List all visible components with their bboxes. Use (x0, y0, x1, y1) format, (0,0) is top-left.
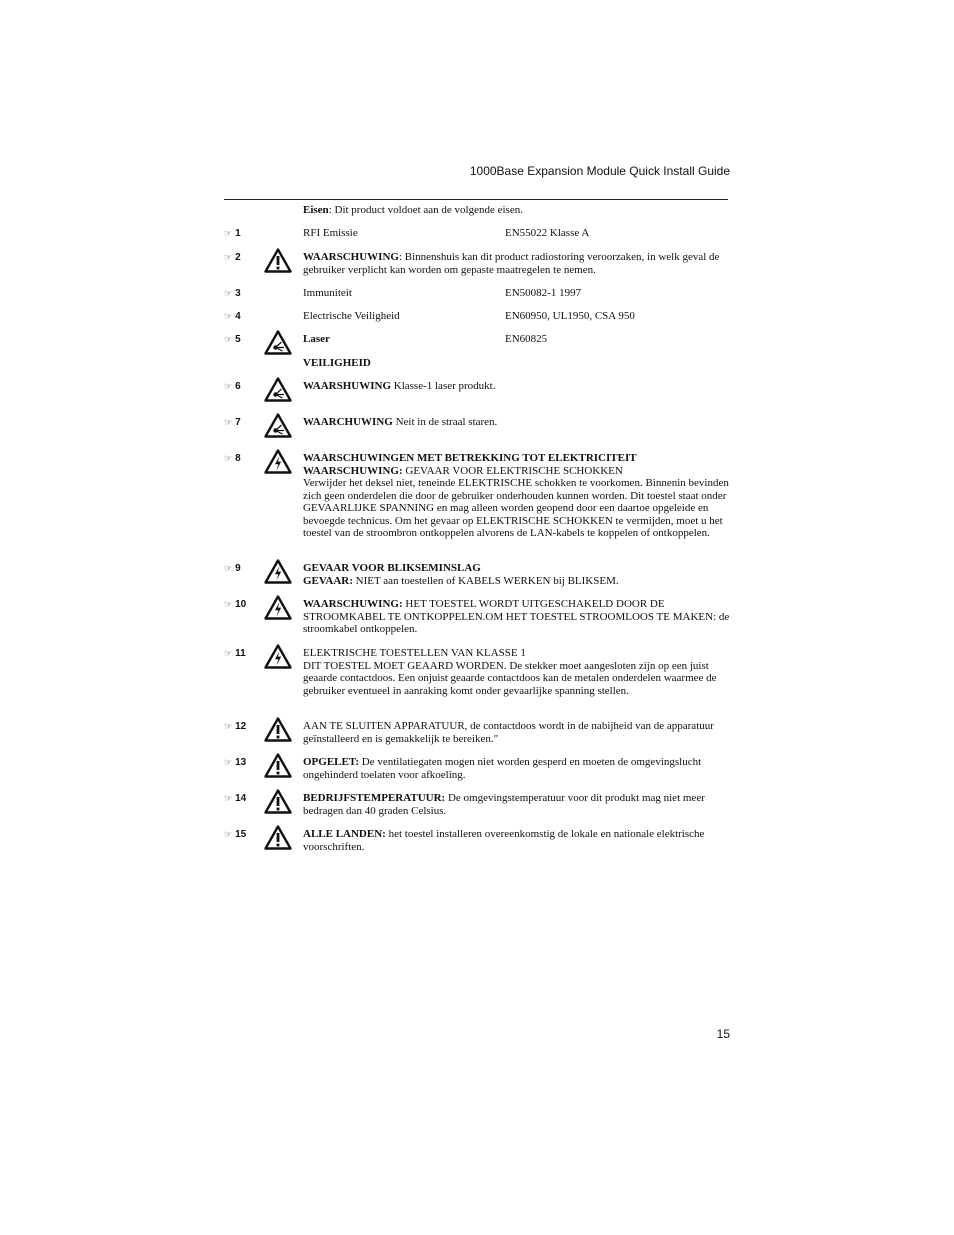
item-text (303, 720, 730, 745)
item-number-text: 6 (235, 381, 241, 392)
item-number (224, 252, 241, 263)
item-standard: EN60950, UL1950, CSA 950 (505, 310, 635, 322)
item-number-text: 7 (235, 417, 241, 428)
pointing-hand-icon: ☞ (224, 417, 233, 427)
item-bold-label: OPGELET: (303, 756, 360, 768)
pointing-hand-icon: ☞ (224, 757, 233, 767)
item-text-line (303, 477, 730, 540)
item-number (224, 829, 246, 840)
item-bold-label: GEVAAR VOOR BLIKSEMINSLAG (303, 562, 481, 574)
item-text-line (303, 828, 730, 853)
item-number (224, 721, 246, 732)
item-body-text: : Binnenshuis kan dit product radiostoring veroorzaken, in welk geval de gebruiker verplicht kan worden om gepaste maatregelen te nemen. (303, 251, 720, 276)
item-bold-label: WAARSCHUWING: (303, 464, 403, 477)
item-number (224, 563, 241, 574)
item-number-text: 11 (235, 648, 246, 659)
warning-icon (264, 717, 292, 742)
item-text (303, 416, 730, 429)
item-number-text: 1 (235, 228, 241, 239)
laser-warning-icon (264, 413, 292, 438)
item-number-text: 2 (235, 252, 241, 263)
item-number-text: 4 (235, 311, 241, 322)
item-bold-label: WAARSCHUWINGEN MET BETREKKING TOT ELEKTRICITEIT (303, 452, 637, 464)
item-text-line (303, 465, 730, 478)
laser-warning-icon (264, 377, 292, 402)
item-body-text: Neit in de straal staren. (392, 416, 498, 428)
header-rule (224, 199, 728, 200)
item-text (303, 380, 730, 393)
item-text (303, 598, 730, 636)
intro-label: Eisen (303, 204, 329, 216)
item-bold-label: WAARSHUWING (303, 380, 392, 392)
pointing-hand-icon: ☞ (224, 563, 233, 573)
item-body-text: DIT TOESTEL MOET GEAARD WORDEN. De stekker moet aangesloten zijn op een juist geaarde contactdoos. Een onjuist geaarde contactdoos kan de metalen onderdelen waarmee de gebruiker eventueel in aanraking komt onder gevaarlijke spanning stellen. (303, 659, 717, 697)
electric-hazard-icon (264, 559, 292, 584)
item-body-text: het toestel installeren overeenkomstig de lokale en nationale elektrische voorschriften. (303, 828, 705, 853)
item-bold-label: VEILIGHEID (303, 357, 371, 369)
item-body-text: De omgevingstemperatuur voor dit produkt mag niet meer bedragen dan 40 graden Celsius. (303, 792, 705, 817)
item-number (224, 793, 246, 804)
item-body-text: NIET aan toestellen of KABELS WERKEN bij BLIKSEM. (352, 574, 619, 587)
item-number (224, 417, 241, 428)
pointing-hand-icon: ☞ (224, 648, 233, 658)
pointing-hand-icon: ☞ (224, 334, 233, 344)
item-text-line (303, 660, 730, 698)
item-body-text: Klasse-1 laser produkt. (391, 380, 496, 392)
item-bold-label: WAARSCHUWING: (303, 598, 403, 610)
item-body-text: AAN TE SLUITEN APPARATUUR, de contactdoos wordt in de nabijheid van de apparatuur geïnstalleerd en is gemakkelijk te bereiken." (303, 720, 714, 745)
item-number-text: 12 (235, 721, 247, 732)
pointing-hand-icon: ☞ (224, 721, 233, 731)
item-body-text: ELEKTRISCHE TOESTELLEN VAN KLASSE 1 (303, 647, 526, 659)
item-bold-label: Laser (303, 333, 330, 345)
item-text-line (303, 575, 730, 588)
pointing-hand-icon: ☞ (224, 252, 233, 262)
electric-hazard-icon (264, 449, 292, 474)
item-bold-label: ALLE LANDEN: (303, 828, 386, 840)
warning-icon (264, 825, 292, 850)
item-text (303, 647, 730, 697)
item-standard: EN50082-1 1997 (505, 287, 582, 299)
item-text-line (303, 792, 730, 817)
item-text-line (303, 562, 730, 575)
item-body-text: HET TOESTEL WORDT UITGESCHAKELD DOOR DE STROOMKABEL TE ONTKOPPELEN.OM HET TOESTEL STROOMLOOS TE MAKEN: de stroomkabel ontkoppelen. (303, 598, 730, 635)
item-bold-label: WAARSCHUWING (303, 251, 399, 263)
item-number (224, 599, 246, 610)
item-number-text: 13 (235, 757, 247, 768)
warning-icon (264, 753, 292, 778)
item-bold-label: WAARCHUWING (303, 416, 393, 428)
item-number (224, 757, 246, 768)
item-bold-label: GEVAAR: (303, 574, 353, 587)
item-body-text: GEVAAR VOOR ELEKTRISCHE SCHOKKEN (402, 464, 623, 477)
item-number-text: 10 (235, 599, 247, 610)
pointing-hand-icon: ☞ (224, 793, 233, 803)
item-text-line (303, 357, 730, 370)
item-body-text: De ventilatiegaten mogen niet worden gesperd en moeten de omgevingslucht ongehinderd toelaten voor afkoeling. (303, 756, 702, 781)
item-body-text: Immuniteit (303, 287, 352, 299)
item-number (224, 648, 246, 659)
pointing-hand-icon: ☞ (224, 311, 233, 321)
item-number (224, 311, 241, 322)
page-number: 15 (716, 1027, 730, 1041)
item-bold-label: BEDRIJFSTEMPERATUUR: (303, 792, 446, 804)
item-text (303, 251, 730, 276)
item-text (303, 357, 730, 370)
item-text-line (303, 452, 730, 465)
laser-warning-icon (264, 330, 292, 355)
pointing-hand-icon: ☞ (224, 381, 233, 391)
item-number-text: 14 (235, 793, 247, 804)
warning-icon (264, 789, 292, 814)
electric-hazard-icon (264, 644, 292, 669)
item-text (303, 792, 730, 817)
item-number-text: 3 (235, 288, 241, 299)
item-text-line (303, 598, 730, 636)
item-number (224, 288, 241, 299)
item-number (224, 453, 241, 464)
item-text-line (303, 756, 730, 781)
requirements-intro (303, 204, 523, 217)
item-text-line (303, 416, 730, 429)
pointing-hand-icon: ☞ (224, 453, 233, 463)
item-standard: EN55022 Klasse A (505, 227, 590, 239)
item-text (303, 562, 730, 587)
item-number-text: 15 (235, 829, 247, 840)
item-number (224, 228, 241, 239)
item-text-line (303, 647, 730, 660)
item-text (303, 828, 730, 853)
item-number-text: 8 (235, 453, 241, 464)
electric-hazard-icon (264, 595, 292, 620)
item-number-text: 9 (235, 563, 241, 574)
item-body-text: Verwijder het deksel niet, teneinde ELEKTRISCHE schokken te voorkomen. Binnenin bevinden zich geen onderdelen die door de gebruiker onderhouden kunnen worden. Dit toestel staat onder GEVAARLIJKE SPANNING en mag alleen worden geopend door een daartoe opgeleide en bevoegde technicus. Om het gevaar op ELEKTRISCHE SCHOKKEN te vermijden, moet u het toestel van de stroombron ontkoppelen alvorens de LAN-kabels te koppelen of ontkoppelen. (303, 477, 729, 539)
item-text-line (303, 720, 730, 745)
item-text (303, 452, 730, 540)
pointing-hand-icon: ☞ (224, 829, 233, 839)
pointing-hand-icon: ☞ (224, 599, 233, 609)
item-text-line (303, 380, 730, 393)
item-body-text: Electrische Veiligheid (303, 310, 400, 322)
pointing-hand-icon: ☞ (224, 288, 233, 298)
item-standard: EN60825 (505, 333, 548, 345)
pointing-hand-icon: ☞ (224, 228, 233, 238)
running-header: 1000Base Expansion Module Quick Install Guide (469, 164, 730, 178)
intro-text: : Dit product voldoet aan de volgende eisen. (328, 204, 523, 216)
item-body-text: RFI Emissie (303, 227, 358, 239)
item-text (303, 756, 730, 781)
warning-icon (264, 248, 292, 273)
item-number (224, 334, 241, 345)
item-number (224, 381, 241, 392)
item-text-line (303, 251, 730, 276)
item-number-text: 5 (235, 334, 241, 345)
